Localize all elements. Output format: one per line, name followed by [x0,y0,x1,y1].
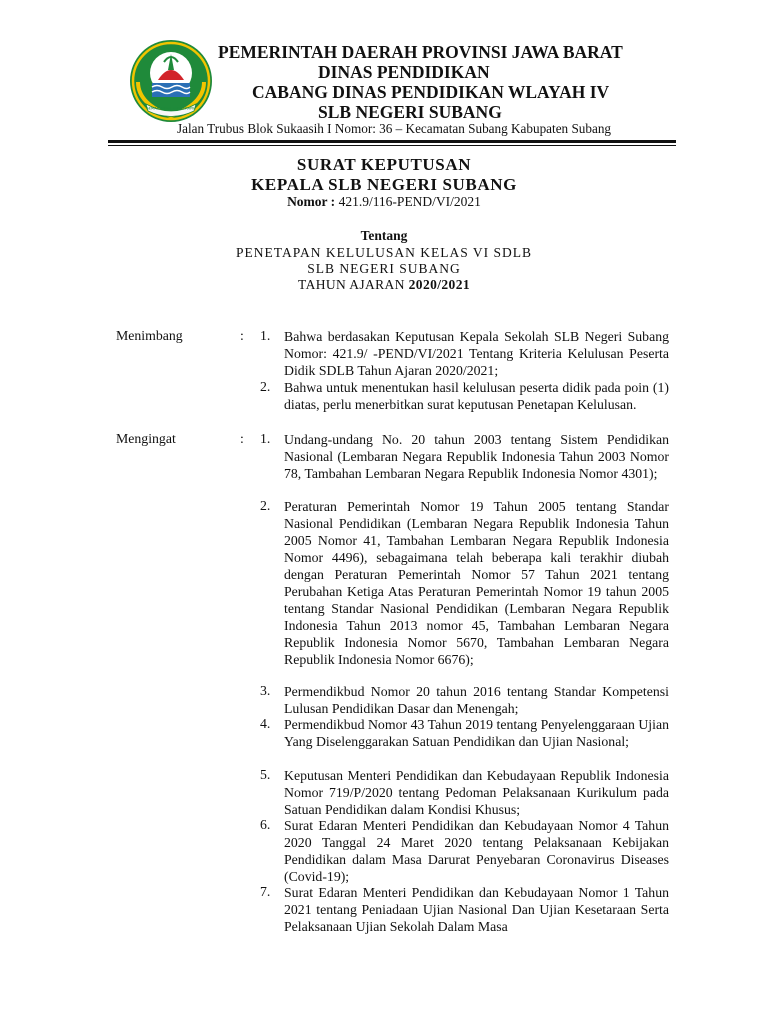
doc-number [0,194,768,210]
doc-number-label: Nomor : [287,194,336,209]
item-number: 2. [260,379,271,394]
item-text: Keputusan Menteri Pendidikan dan Kebudayaan Republik Indonesia Nomor 719/P/2020 tentang Pedoman Pelaksanaan Kurikulum pada Satuan Pendidikan dalam Kondisi Khusus; [284,768,669,817]
item-text: Bahwa untuk menentukan hasil kelulusan peserta didik pada poin (1) diatas, perlu menerbitkan surat keputusan Penetapan Kelulusan. [284,380,669,412]
doc-number-value: 421.9/116-PEND/VI/2021 [338,194,481,209]
doc-year-label: TAHUN AJARAN [298,277,405,292]
doc-type: SURAT KEPUTUSAN [296,155,472,174]
letterhead-rule-thick [108,140,676,143]
doc-issuer: KEPALA SLB NEGERI SUBANG [251,175,517,194]
doc-about: Tentang [360,228,408,243]
letterhead-line2: DINAS PENDIDIKAN [318,62,490,82]
section-colon: : [240,431,244,446]
doc-subject-line2: SLB NEGERI SUBANG [307,261,461,276]
item-text: Undang-undang No. 20 tahun 2003 tentang Sistem Pendidikan Nasional (Lembaran Negara Republik Indonesia Tahun 2003 Nomor 78, Tambahan Lembaran Negara Republik Indonesia Nomor 4301); [284,432,669,481]
item-number: 2. [260,498,271,513]
letterhead-line4: SLB NEGERI SUBANG [318,102,502,122]
letterhead-line3: CABANG DINAS PENDIDIKAN WLAYAH IV [252,82,610,102]
item-text: Surat Edaran Menteri Pendidikan dan Kebudayaan Nomor 4 Tahun 2020 Tanggal 24 Maret 2020 tentang Pelaksanaan Kebijakan Pendidikan dalam Masa Darurat Penyebaran Coronavirus Diseases (Covid-19); [284,818,669,884]
letterhead-line1: PEMERINTAH DAERAH PROVINSI JAWA BARAT [218,42,623,62]
item-text: Bahwa berdasakan Keputusan Kepala Sekolah SLB Negeri Subang Nomor: 421.9/ -PEND/VI/2021 Tentang Kriteria Kelulusan Peserta Didik SDLB Tahun Ajaran 2020/2021; [284,329,669,378]
item-number: 1. [260,431,271,446]
item-text: Surat Edaran Menteri Pendidikan dan Kebudayaan Nomor 1 Tahun 2021 tentang Peniadaan Ujian Nasional Dan Ujian Kesetaraan Serta Pelaksanaan Ujian Sekolah Dalam Masa [284,885,669,934]
item-number: 3. [260,683,271,698]
item-number: 6. [260,817,271,832]
item-number: 5. [260,767,271,782]
section-label: Mengingat [116,431,176,446]
item-number: 4. [260,716,271,731]
section-label: Menimbang [116,328,183,343]
doc-year-value: 2020/2021 [408,277,470,292]
logo-banner-text: GEMAH RIPAH REPEH RAPIH [145,106,197,111]
item-number: 7. [260,884,271,899]
doc-subject-line3 [0,277,768,293]
item-text: Permendikbud Nomor 43 Tahun 2019 tentang Penyelenggaraan Ujian Yang Diselenggarakan Satuan Pendidikan dan Ujian Nasional; [284,717,669,749]
item-text: Permendikbud Nomor 20 tahun 2016 tentang Standar Kompetensi Lulusan Pendidikan Dasar dan Menengah; [284,684,669,716]
item-text: Peraturan Pemerintah Nomor 19 Tahun 2005 tentang Standar Nasional Pendidikan (Lembaran Negara Republik Indonesia Tahun 2005 Nomor 41, Tambahan Lembaran Negara Republik Indonesia Nomor 4496), sebagaimana telah beberapa kali terakhir diubah dengan Peraturan Pemerintah Nomor 57 Tahun 2021 tentang Perubahan Ketiga Atas Peraturan Pemerintah Nomor 19 tahun 2005 tentang Standar Nasional Pendidikan (Lembaran Negara Republik Indonesia Tahun 2013 nomor 45, Tambahan Lembaran Negara Republik Indonesia Nomor 5670, Tambahan Lembaran Negara Republik Indonesia Nomor 6676); [284,499,669,667]
section-colon: : [240,328,244,343]
doc-subject-line1: PENETAPAN KELULUSAN KELAS VI SDLB [236,245,532,260]
item-number: 1. [260,328,271,343]
letterhead-address: Jalan Trubus Blok Sukaasih I Nomor: 36 – Kecamatan Subang Kabupaten Subang [176,121,612,136]
letterhead-rule-thin [108,145,676,146]
jawa-barat-emblem [128,38,214,124]
